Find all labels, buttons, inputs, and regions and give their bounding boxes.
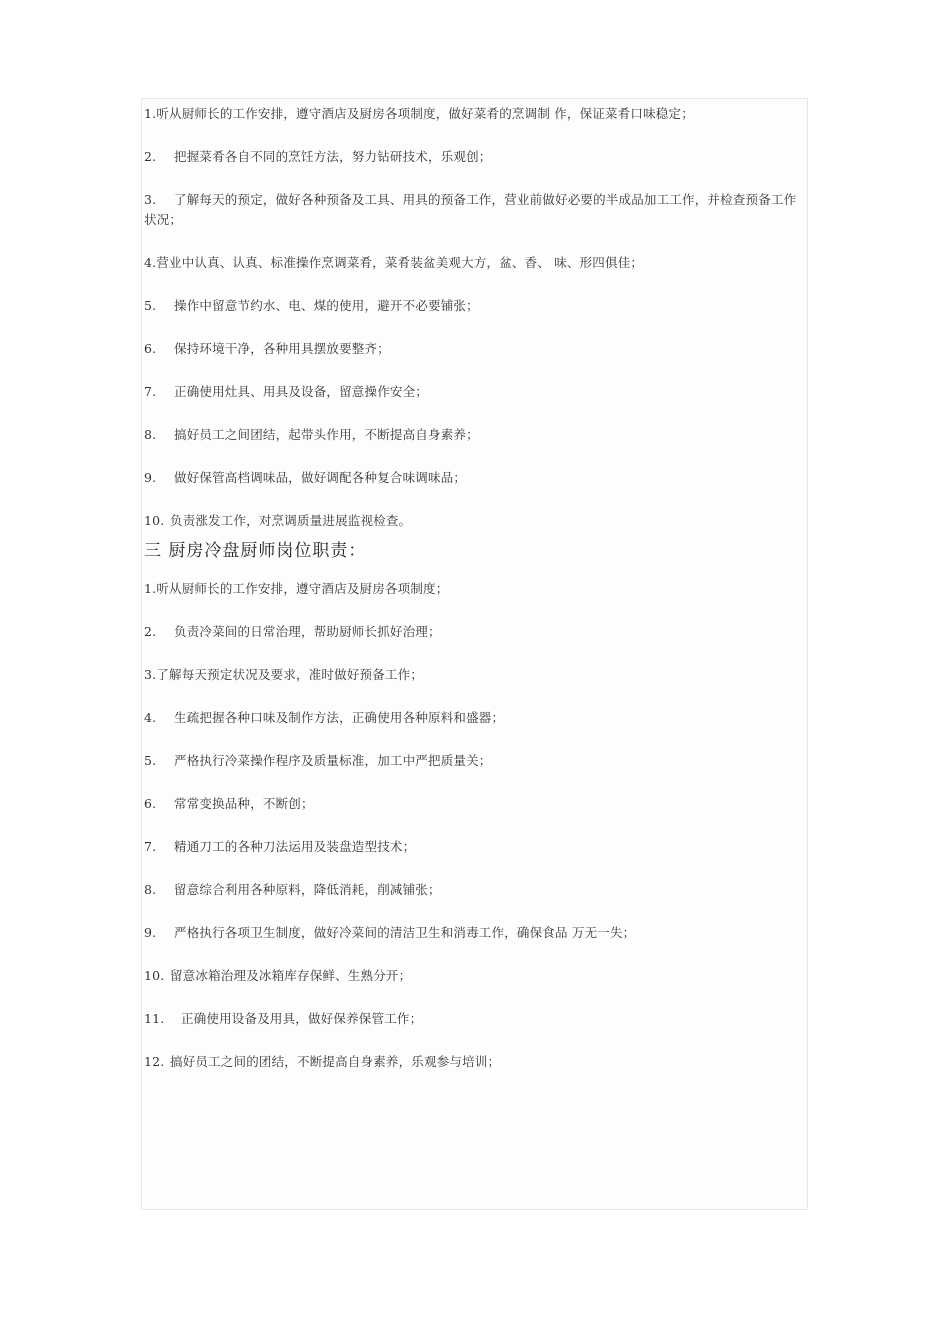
item-number: 6.: [144, 341, 157, 356]
list-item: [144, 880, 806, 900]
item-text: 保持环境干净，各种用具摆放要整齐；: [174, 341, 390, 356]
list-item: [144, 468, 806, 488]
list-item: [144, 296, 806, 316]
list-item: [144, 190, 806, 230]
item-text: 严格执行各项卫生制度，做好冷菜间的清洁卫生和消毒工作，确保食品 万无一失；: [174, 925, 636, 940]
item-text: 营业中认真、认真、标准操作烹调菜肴，菜肴装盆美观大方，盆、香、 味、形四俱佳；: [156, 255, 644, 270]
list-item: [144, 923, 806, 943]
item-text: 生疏把握各种口味及制作方法，正确使用各种原料和盛器；: [174, 710, 505, 725]
list-item: [144, 1009, 806, 1029]
item-number: 8.: [144, 882, 157, 897]
section-heading: 三 厨房冷盘厨师岗位职责：: [144, 541, 367, 561]
item-number: 3.: [144, 667, 157, 682]
item-text: 留意综合利用各种原料，降低消耗，削减铺张；: [174, 882, 441, 897]
item-number: 6.: [144, 796, 157, 811]
list-item: [144, 794, 806, 814]
list-item: [144, 1052, 806, 1072]
list-item: [144, 511, 806, 531]
item-number: 3.: [144, 192, 157, 207]
list-item: [144, 382, 806, 402]
list-item: [144, 253, 806, 273]
item-text: 了解每天预定状况及要求，准时做好预备工作；: [156, 667, 424, 682]
item-text: 正确使用灶具、用具及设备，留意操作安全；: [174, 384, 429, 399]
item-number: 2.: [144, 624, 157, 639]
item-text: 严格执行冷菜操作程序及质量标准，加工中严把质量关；: [174, 753, 492, 768]
item-number: 10.: [144, 513, 165, 528]
list-item: [144, 147, 806, 167]
item-number: 10.: [144, 968, 165, 983]
list-item: [144, 837, 806, 857]
item-number: 1.: [144, 106, 157, 121]
list-item: [144, 751, 806, 771]
item-text: 搞好员工之间团结，起带头作用，不断提高自身素养；: [174, 427, 479, 442]
item-text: 把握菜肴各自不同的烹饪方法，努力钻研技术，乐观创；: [174, 149, 492, 164]
item-text: 负责冷菜间的日常治理，帮助厨师长抓好治理；: [174, 624, 441, 639]
item-text: 负责涨发工作，对烹调质量进展监视检查。: [170, 513, 412, 528]
item-text: 精通刀工的各种刀法运用及装盘造型技术；: [174, 839, 416, 854]
item-number: 4.: [144, 255, 157, 270]
item-text: 操作中留意节约水、电、煤的使用，避开不必要铺张；: [174, 298, 479, 313]
list-item: [144, 104, 806, 124]
list-item: [144, 425, 806, 445]
item-number: 7.: [144, 384, 157, 399]
item-number: 11.: [144, 1011, 165, 1026]
list-item: [144, 966, 806, 986]
document-body: [144, 104, 806, 1072]
list-item: [144, 622, 806, 642]
item-number: 8.: [144, 427, 157, 442]
item-text: 常常变换品种，不断创；: [174, 796, 314, 811]
list-item: [144, 579, 806, 599]
item-number: 5.: [144, 753, 157, 768]
item-number: 1.: [144, 581, 157, 596]
item-number: 9.: [144, 925, 157, 940]
item-text: 听从厨师长的工作安排，遵守酒店及厨房各项制度，做好菜肴的烹调制 作，保证菜肴口味稳定；: [156, 106, 694, 121]
item-number: 5.: [144, 298, 157, 313]
item-number: 4.: [144, 710, 157, 725]
list-item: [144, 339, 806, 359]
item-number: 2.: [144, 149, 157, 164]
item-text: 了解每天的预定，做好各种预备及工具、用具的预备工作，营业前做好必要的半成品加工工作，并检查预备工作状况；: [144, 192, 797, 227]
item-text: 正确使用设备及用具，做好保养保管工作；: [181, 1011, 423, 1026]
item-text: 搞好员工之间的团结，不断提高自身素养，乐观参与培训；: [170, 1054, 501, 1069]
item-number: 9.: [144, 470, 157, 485]
item-text: 留意冰箱治理及冰箱库存保鲜、生熟分开；: [170, 968, 412, 983]
item-number: 12.: [144, 1054, 165, 1069]
item-text: 听从厨师长的工作安排，遵守酒店及厨房各项制度；: [156, 581, 449, 596]
list-item: [144, 708, 806, 728]
item-text: 做好保管高档调味品，做好调配各种复合味调味品；: [174, 470, 467, 485]
item-number: 7.: [144, 839, 157, 854]
list-item: [144, 665, 806, 685]
